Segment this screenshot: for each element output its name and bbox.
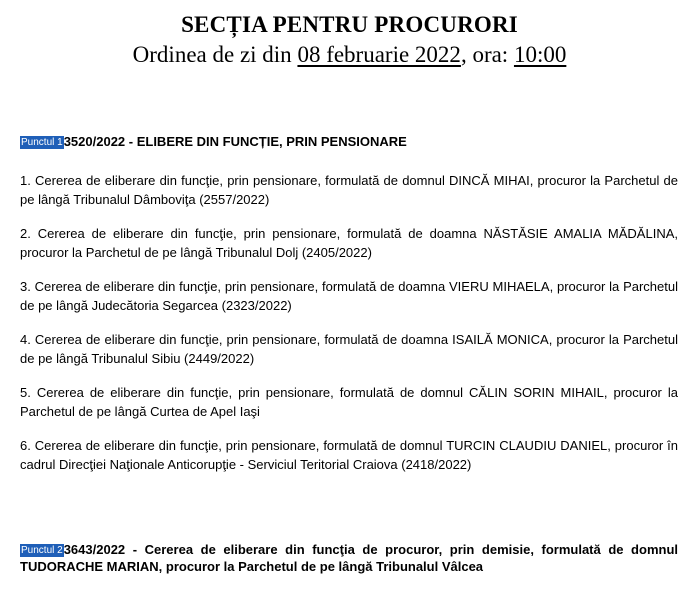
point-2-text: 3643/2022 - Cererea de eliberare din funcţia de procuror, prin demisie, formulată de domnul TUDORACHE MARIAN, procuror la Parchetul de pe lângă Tribunalul Vâlcea [20,542,678,574]
agenda-date: 08 februarie 2022 [297,42,461,67]
list-item: 3. Cererea de eliberare din funcţie, prin pensionare, formulată de doamna VIERU MIHAELA, procuror la Parchetul de pe lângă Judecătoria Segarcea (2323/2022) [20,279,678,313]
point-2-badge: Punctul 2 [21,545,63,556]
list-item: 6. Cererea de eliberare din funcţie, prin pensionare, formulată de domnul TURCIN CLAUDIU DANIEL, procuror în cadrul Direcţiei Naţionale Anticorupţie - Serviciul Teritorial Craiova (2418/2022) [20,438,678,472]
page-title: SECȚIA PENTRU PROCURORI [181,12,518,37]
point-1-items [20,171,678,489]
list-item: 4. Cererea de eliberare din funcţie, prin pensionare, formulată de doamna ISAILĂ MONICA, procuror la Parchetul de pe lângă Tribunalul Sibiu (2449/2022) [20,332,678,366]
agenda-time: 10:00 [513,42,567,67]
subtitle-prefix: Ordinea de zi din [132,42,298,67]
list-item: 1. Cererea de eliberare din funcţie, prin pensionare, formulată de domnul DINCĂ MIHAI, procuror la Parchetul de pe lângă Tribunalul Dâmboviţa (2557/2022) [20,173,678,207]
agenda-subtitle [0,40,699,70]
document-header [0,10,699,70]
time-prefix: , ora: [460,42,514,67]
agenda-point-1 [20,133,678,150]
point-1-badge: Punctul 1 [21,137,63,148]
list-item: 5. Cererea de eliberare din funcţie, prin pensionare, formulată de domnul CĂLIN SORIN MIHAIL, procuror la Parchetul de pe lângă Curtea de Apel Iaşi [20,385,678,419]
list-item: 2. Cererea de eliberare din funcţie, prin pensionare, formulată de doamna NĂSTĂSIE AMALIA MĂDĂLINA, procuror la Parchetul de pe lângă Tribunalul Dolj (2405/2022) [20,226,678,260]
point-1-heading: 3520/2022 - ELIBERE DIN FUNCȚIE, PRIN PENSIONARE [63,134,407,149]
agenda-point-2 [20,541,678,575]
